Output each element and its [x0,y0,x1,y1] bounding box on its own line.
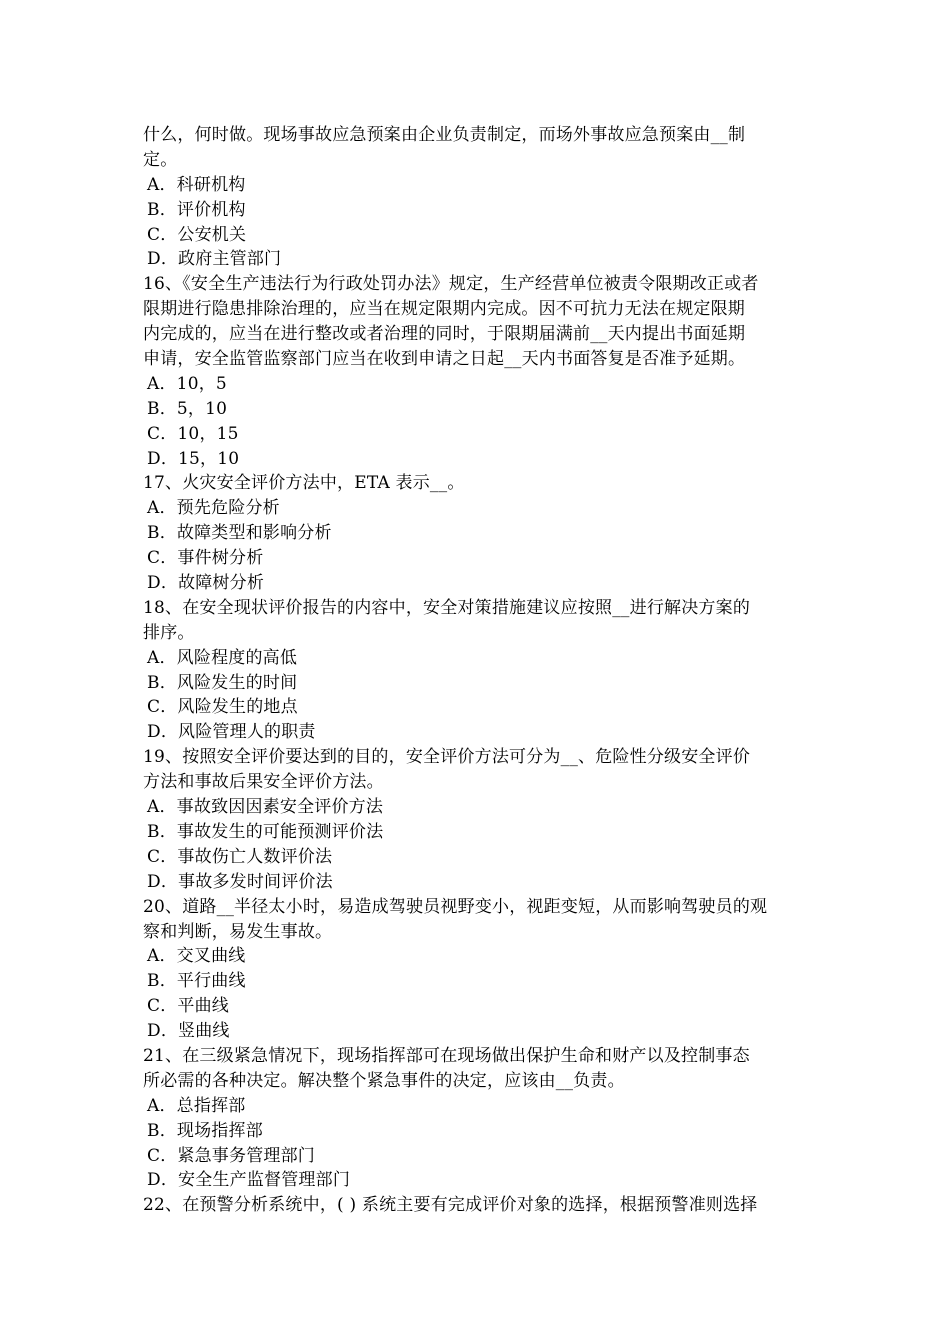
question-20 [143,895,813,1044]
option-a: A．交叉曲线 [147,946,246,967]
option-d: D．风险管理人的职责 [147,722,316,743]
document-page [143,123,813,1218]
question-text: 19、按照安全评价要达到的目的，安全评价方法可分为__、危险性分级安全评价 [143,747,751,768]
option-a: A．总指挥部 [147,1095,246,1116]
question-text: 21、在三级紧急情况下，现场指挥部可在现场做出保护生命和财产以及控制事态 [143,1045,750,1066]
question-text: 17、火灾安全评价方法中，ETA 表示__。 [143,473,465,494]
question-text: 16、《安全生产违法行为行政处罚办法》规定，生产经营单位被责令限期改正或者 [143,274,759,295]
option-d: D．故障树分析 [147,573,265,594]
question-text: 申请，安全监管监察部门应当在收到申请之日起__天内书面答复是否准予延期。 [143,349,746,370]
question-text: 限期进行隐患排除治理的，应当在规定限期内完成。因不可抗力无法在规定限期 [143,299,745,320]
option-b: B．故障类型和影响分析 [147,523,332,544]
option-c: C．平曲线 [147,996,230,1017]
question-text: 方法和事故后果安全评价方法。 [143,772,384,793]
question-text: 什么，何时做。现场事故应急预案由企业负责制定，而场外事故应急预案由__制 [143,125,746,145]
option-a: A．科研机构 [147,174,246,195]
question-22 [143,1193,813,1218]
question-19 [143,745,813,894]
option-b: B．事故发生的可能预测评价法 [147,821,384,842]
option-a: A．预先危险分析 [147,498,280,519]
option-c: C．事故伤亡人数评价法 [147,846,333,867]
question-text: 定。 [143,149,178,170]
question-17 [143,471,813,595]
option-a: A．10，5 [147,373,227,394]
question-text: 察和判断，易发生事故。 [143,921,333,942]
option-d: D．事故多发时间评价法 [147,871,333,892]
question-16 [143,272,813,471]
question-text: 排序。 [143,622,195,643]
option-d: D．安全生产监督管理部门 [147,1170,351,1191]
question-15 [143,123,813,272]
option-b: B．现场指挥部 [147,1120,263,1141]
question-text: 内完成的，应当在进行整改或者治理的同时，于限期届满前__天内提出书面延期 [143,324,746,345]
question-text: 20、道路__半径太小时，易造成驾驶员视野变小，视距变短，从而影响驾驶员的观 [143,896,768,917]
option-b: B．5，10 [147,398,228,419]
question-18 [143,596,813,745]
question-text: 22、在预警分析系统中，( ) 系统主要有完成评价对象的选择，根据预警准则选择 [143,1195,758,1216]
option-c: C．紧急事务管理部门 [147,1145,316,1166]
option-d: D．竖曲线 [147,1021,230,1042]
question-text: 所必需的各种决定。解决整个紧急事件的决定，应该由__负责。 [143,1070,625,1091]
option-a: A．事故致因因素安全评价方法 [147,797,384,818]
option-c: C．10，15 [147,423,239,444]
option-d: D．15，10 [147,448,240,469]
option-c: C．公安机关 [147,224,247,245]
option-d: D．政府主管部门 [147,249,282,270]
option-b: B．平行曲线 [147,971,246,992]
option-b: B．评价机构 [147,199,246,220]
option-c: C．事件树分析 [147,548,264,569]
question-21 [143,1044,813,1193]
question-text: 18、在安全现状评价报告的内容中，安全对策措施建议应按照__进行解决方案的 [143,597,751,618]
option-b: B．风险发生的时间 [147,672,298,693]
option-a: A．风险程度的高低 [147,647,298,668]
option-c: C．风险发生的地点 [147,697,298,718]
